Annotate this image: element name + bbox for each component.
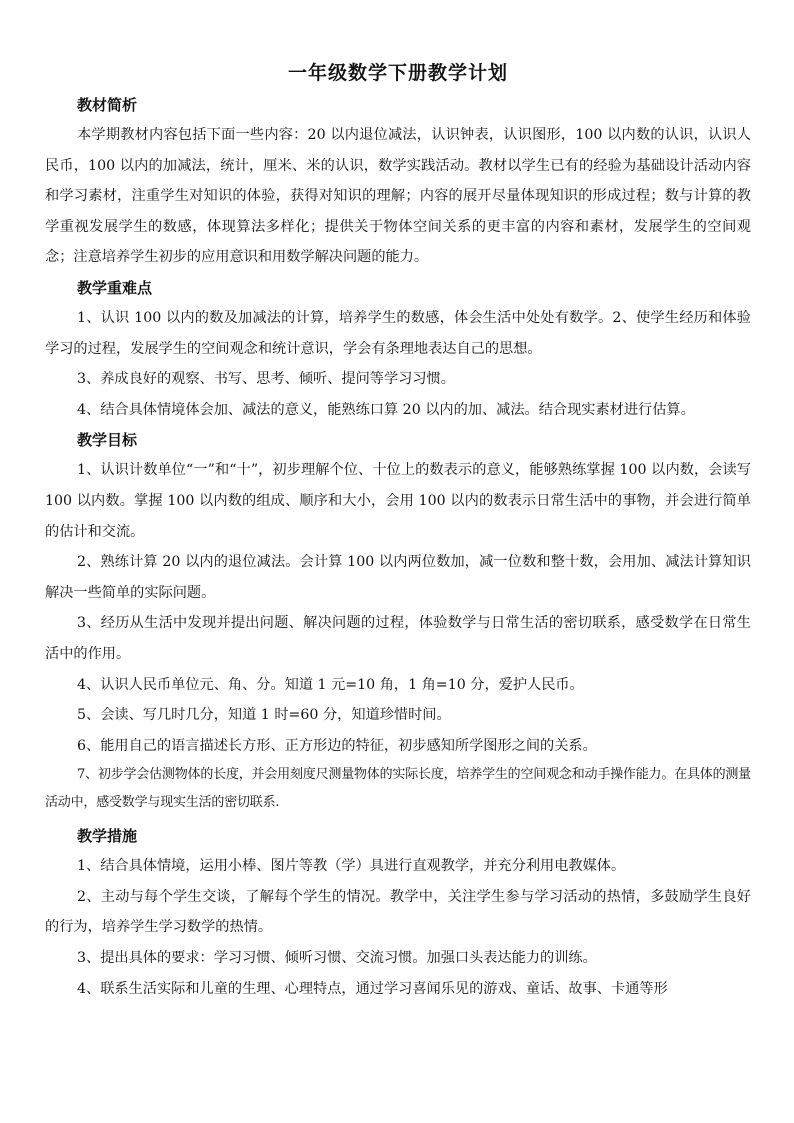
paragraph: 4、联系生活实际和儿童的生理、心理特点，通过学习喜闻乐见的游戏、童话、故事、卡通等形	[77, 980, 668, 997]
paragraph: 1、认识 100 以内的数及加减法的计算，培养学生的数感，体会生活中处处有数学。2、使学生经历和体验学习的过程，发展学生的空间观念和统计意识，学会有条理地表达自己的思想。	[45, 309, 751, 357]
section-textbook-analysis	[45, 90, 751, 273]
paragraph: 2、熟练计算 20 以内的退位减法。会计算 100 以内两位数加，减一位数和整十数，会用加、减法计算知识解决一些简单的实际问题。	[45, 554, 751, 601]
document-title: 一年级数学下册教学计划	[287, 62, 508, 84]
paragraph: 3、提出具体的要求：学习习惯、倾听习惯、交流习惯。加强口头表达能力的训练。	[77, 950, 597, 967]
paragraph: 4、认识人民币单位元、角、分。知道 1 元=10 角，1 角=10 分，爱护人民币。	[77, 676, 584, 693]
paragraph: 2、主动与每个学生交谈，了解每个学生的情况。教学中，关注学生参与学习活动的热情，多鼓励学生良好的行为，培养学生学习数学的热情。	[45, 888, 751, 936]
section-teaching-goals	[45, 425, 751, 817]
paragraph: 1、结合具体情境，运用小棒、图片等教（学）具进行直观教学，并充分利用电教媒体。	[77, 858, 626, 875]
section-heading: 教学目标	[77, 431, 138, 450]
paragraph: 6、能用自己的语言描述长方形、正方形边的特征，初步感知所学图形之间的关系。	[77, 737, 597, 754]
paragraph: 5、会读、写几时几分，知道 1 时=60 分，知道珍惜时间。	[77, 707, 451, 724]
paragraph: 7、初步学会估测物体的长度，并会用刻度尺测量物体的实际长度，培养学生的空间观念和动手操作能力。在具体的测量活动中，感受数学与现实生活的密切联系.	[45, 767, 751, 811]
paragraph: 1、认识计数单位“一”和“十”，初步理解个位、十位上的数表示的意义，能够熟练掌握 100 以内数，会读写 100 以内数。掌握 100 以内数的组成、顺序和大小，会用 100 以内的数表示日常生活中的事物，并会进行简单的估计和交流。	[45, 462, 751, 540]
section-key-difficulties	[45, 273, 751, 425]
section-heading: 教材简析	[77, 96, 138, 114]
paragraph: 本学期教材内容包括下面一些内容：20 以内退位减法，认识钟表，认识图形，100 以内数的认识，认识人民币，100 以内的加减法，统计，厘米、米的认识，数学实践活动。教材以学生已有的经验为基础设计活动内容和学习素材，注重学生对知识的体验，获得对知识的理解；内容的展开尽量体现知识的形成过程；数与计算的教学重视发展学生的数感，体现算法多样化；提供关于物体空间关系的更丰富的内容和素材，发展学生的空间观念；注意培养学生初步的应用意识和用数学解决问题的能力。	[45, 127, 751, 266]
section-heading: 教学重难点	[77, 278, 153, 297]
paragraph: 3、养成良好的观察、书写、思考、倾听、提问等学习习惯。	[77, 371, 455, 388]
section-teaching-measures	[45, 821, 751, 1004]
paragraph: 3、经历从生活中发现并提出问题、解决问题的过程，体验数学与日常生活的密切联系，感受数学在日常生活中的作用。	[45, 615, 751, 662]
section-heading: 教学措施	[77, 827, 138, 846]
paragraph: 4、结合具体情境体会加、减法的意义，能熟练口算 20 以内的加、减法。结合现实素材进行估算。	[77, 401, 695, 418]
document-page	[45, 0, 751, 1004]
